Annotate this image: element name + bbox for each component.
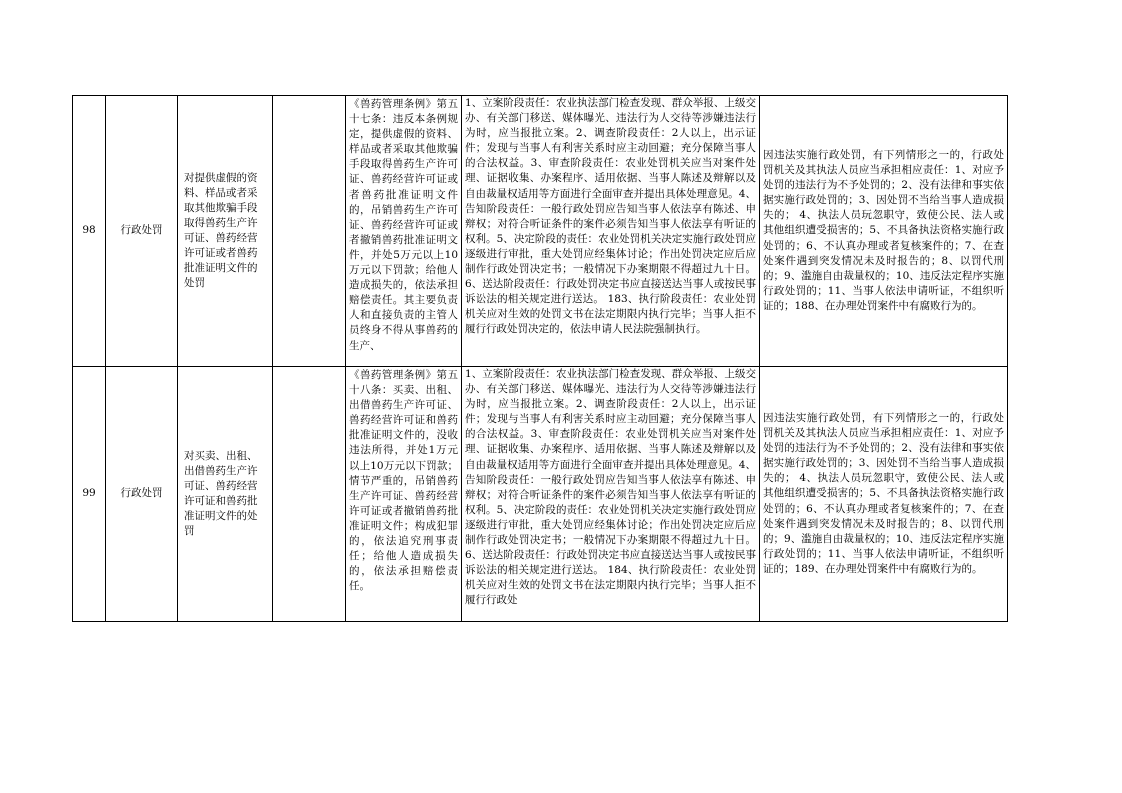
item-name: 对买卖、出租、出借兽药生产许可证、兽药经营许可证和兽药批准证明文件的处罚 <box>178 367 273 622</box>
empty-cell <box>273 96 346 367</box>
power-list-table <box>72 95 1008 622</box>
row-number: 99 <box>73 367 106 622</box>
table-row <box>73 96 1008 367</box>
responsibility-items <box>462 96 760 367</box>
empty-cell <box>273 367 346 622</box>
legal-basis-text: 《兽药管理条例》第五十八条：买卖、出租、出借兽药生产许可证、兽药经营许可证和兽药批准证明文件的，没收违法所得，并处1万元以上10万元以下罚款；情节严重的，吊销兽药生产许可证、兽药经营许可证或者撤销兽药批准证明文件；构成犯罪的，依法追究刑事责任；给他人造成损失的，依法承担赔偿责任。 <box>349 369 458 593</box>
responsibility-text: 1、立案阶段责任：农业执法部门检查发现、群众举报、上级交办、有关部门移送、媒体曝光、违法行为人交待等涉嫌违法行为时，应当报批立案。2、调查阶段责任：2人以上，出示证件；发现与当事人有利害关系时应主动回避；充分保障当事人的合法权益。3、审查阶段责任：农业处罚机关应当对案件处理、证据收集、办案程序、适用依据、当事人陈述及辩解以及自由裁量权适用等方面进行全面审查并提出具体处理意见。4、告知阶段责任：一般行政处罚应告知当事人依法享有陈述、申辩权；对符合听证条件的案件必须告知当事人依法享有听证的权利。5、决定阶段的责任：农业处罚机关决定实施行政处罚应逐级进行审批，重大处罚应经集体讨论；作出处罚决定应后应制作行政处罚决定书；一般情况下办案期限不得超过九十日。6、送达阶段责任：行政处罚决定书应直接送达当事人或按民事诉讼法的相关规定进行送达。 184、执行阶段责任：农业处罚机关应对生效的处罚文书在法定期限内执行完毕；当事人拒不履行行政处 <box>465 368 756 607</box>
liability-items: 因违法实施行政处罚，有下列情形之一的，行政处罚机关及其执法人员应当承担相应责任：1、对应予处罚的违法行为不予处罚的；2、没有法律和事实依据实施行政处罚的；3、因处罚不当给当事人造成损失的； 4、执法人员玩忽职守，致使公民、法人或其他组织遭受损害的；5、不具备执法资格实施行政处罚的；6、不认真办理或者复核案件的；7、在查处案件遇到突发情况未及时报告的；8、以罚代刑的；9、滥施自由裁量权的；10、违反法定程序实施行政处罚的；11、当事人依法申请听证，不组织听证的；189、在办理处罚案件中有腐败行为的。 <box>760 367 1008 622</box>
item-name: 对提供虚假的资料、样品或者采取其他欺骗手段取得兽药生产许可证、兽药经营许可证或者兽药批准证明文件的处罚 <box>178 96 273 367</box>
power-type: 行政处罚 <box>106 367 178 622</box>
power-type: 行政处罚 <box>106 96 178 367</box>
legal-basis-text: 《兽药管理条例》第五十七条：违反本条例规定，提供虚假的资料、样品或者采取其他欺骗手段取得兽药生产许可证、兽药经营许可证或者兽药批准证明文件的，吊销兽药生产许可证、兽药经营许可证或者撤销兽药批准证明文件，并处5万元以上10万元以下罚款；给他人造成损失的，依法承担赔偿责任。其主要负责人和直接负责的主管人员终身不得从事兽药的生产、 <box>349 98 458 352</box>
legal-basis <box>346 367 462 622</box>
responsibility-items <box>462 367 760 622</box>
liability-items: 因违法实施行政处罚，有下列情形之一的，行政处罚机关及其执法人员应当承担相应责任：1、对应予处罚的违法行为不予处罚的；2、没有法律和事实依据实施行政处罚的；3、因处罚不当给当事人造成损失的； 4、执法人员玩忽职守，致使公民、法人或其他组织遭受损害的；5、不具备执法资格实施行政处罚的；6、不认真办理或者复核案件的；7、在查处案件遇到突发情况未及时报告的；8、以罚代刑的；9、滥施自由裁量权的；10、违反法定程序实施行政处罚的；11、当事人依法申请听证，不组织听证的；188、在办理处罚案件中有腐败行为的。 <box>760 96 1008 367</box>
row-number: 98 <box>73 96 106 367</box>
table-row <box>73 367 1008 622</box>
responsibility-text: 1、立案阶段责任：农业执法部门检查发现、群众举报、上级交办、有关部门移送、媒体曝光、违法行为人交待等涉嫌违法行为时，应当报批立案。2、调查阶段责任：2人以上，出示证件；发现与当事人有利害关系时应主动回避；充分保障当事人的合法权益。3、审查阶段责任：农业处罚机关应当对案件处理、证据收集、办案程序、适用依据、当事人陈述及辩解以及自由裁量权适用等方面进行全面审查并提出具体处理意见。4、告知阶段责任：一般行政处罚应告知当事人依法享有陈述、申辩权；对符合听证条件的案件必须告知当事人依法享有听证的权利。5、决定阶段的责任：农业处罚机关决定实施行政处罚应逐级进行审批，重大处罚应经集体讨论；作出处罚决定应后应制作行政处罚决定书；一般情况下办案期限不得超过九十日。6、送达阶段责任：行政处罚决定书应直接送达当事人或按民事诉讼法的相关规定进行送达。 183、执行阶段责任：农业处罚机关应对生效的处罚文书在法定期限内执行完毕；当事人拒不履行行政处罚决定的，依法申请人民法院强制执行。 <box>465 97 756 336</box>
legal-basis <box>346 96 462 367</box>
